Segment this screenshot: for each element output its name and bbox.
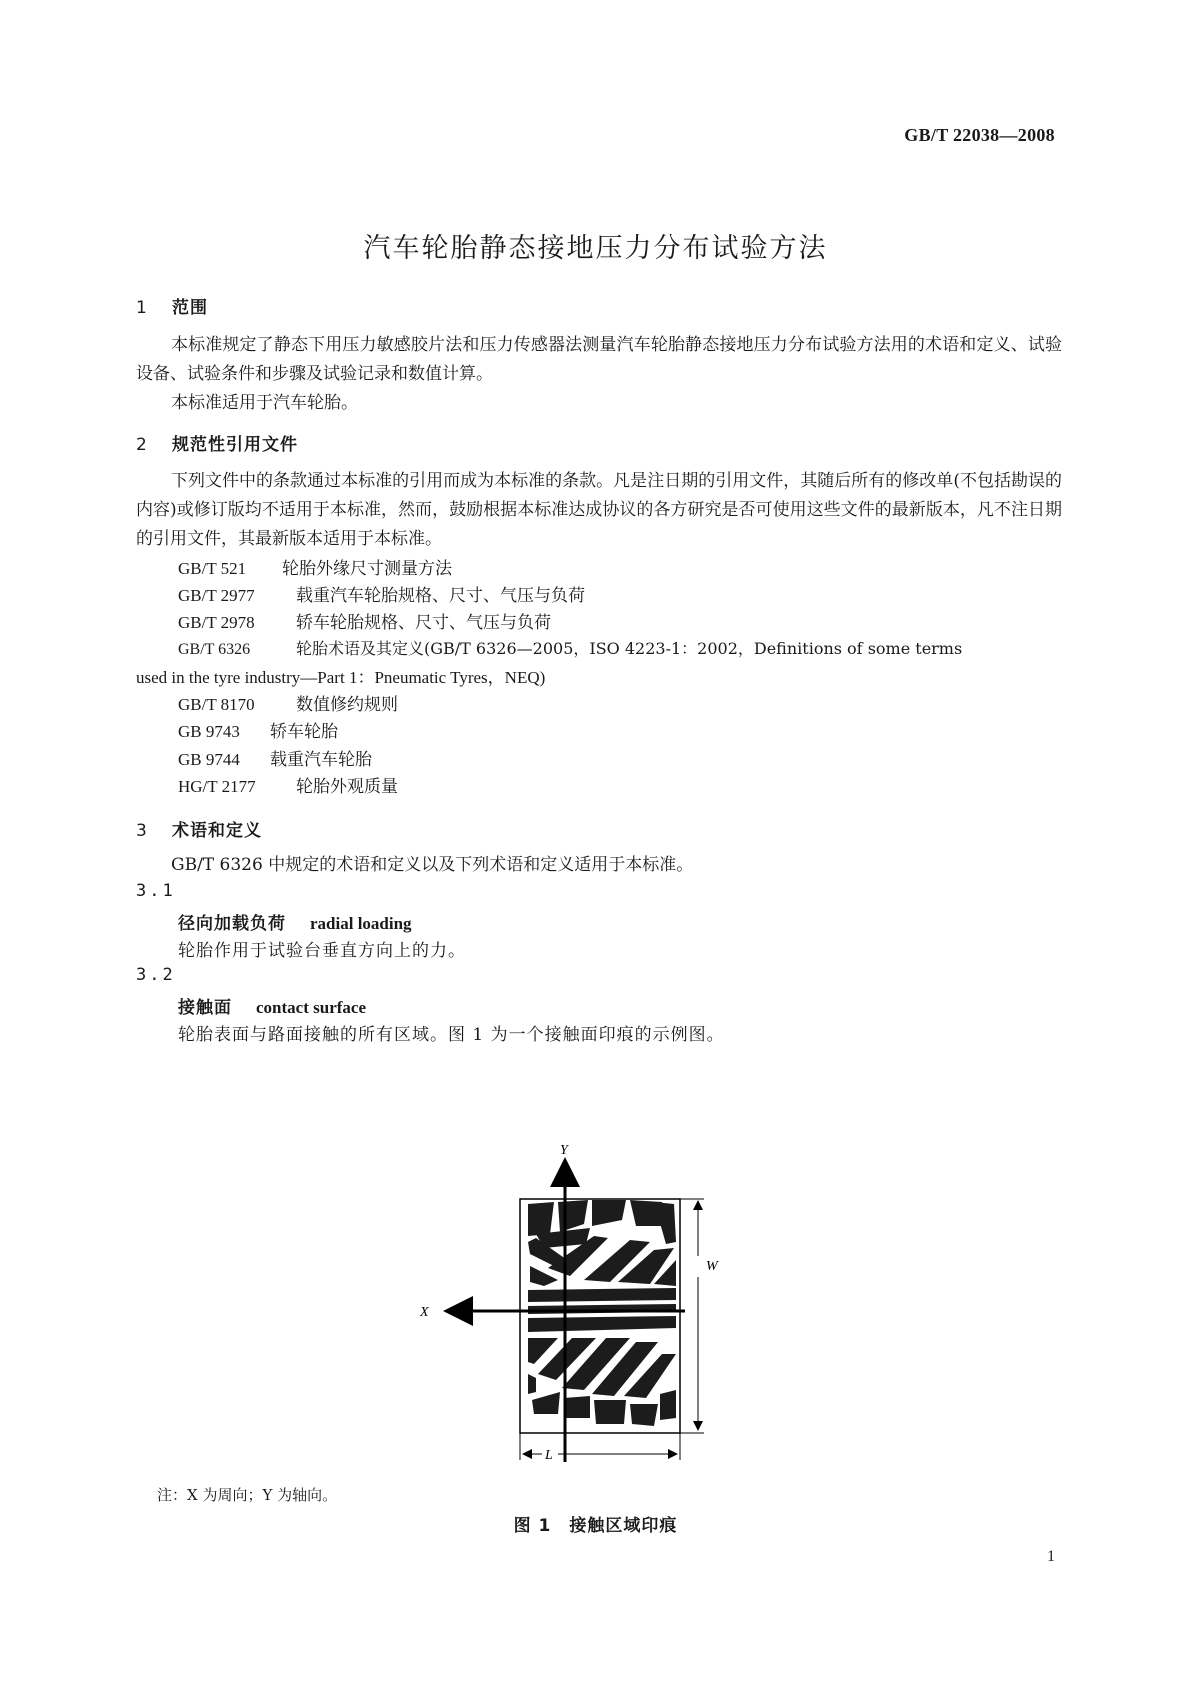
reference-code: GB/T 521 [178, 559, 247, 578]
section-2-heading [136, 430, 298, 455]
term-zh: 径向加载负荷 [178, 914, 286, 934]
reference-name: 载重汽车轮胎 [270, 750, 372, 770]
section-title: 范围 [172, 298, 208, 318]
reference-code: GB 9744 [178, 750, 240, 769]
term-en: contact surface [256, 998, 366, 1017]
reference-code: GB/T 2978 [178, 613, 255, 632]
reference-name: 载重汽车轮胎规格、尺寸、气压与负荷 [296, 586, 585, 606]
term-zh: 接触面 [178, 998, 232, 1018]
figure-caption: 图 1 接触区域印痕 [513, 1516, 678, 1536]
section-3-heading [136, 816, 262, 841]
reference-name: 轮胎外观质量 [296, 777, 398, 797]
section-number: 1 [136, 298, 148, 318]
reference-code: GB 9743 [178, 722, 240, 741]
reference-name: 轮胎外缘尺寸测量方法 [282, 559, 452, 579]
section-1-heading [136, 293, 208, 318]
section-title: 术语和定义 [172, 821, 262, 841]
reference-code: GB/T 8170 [178, 695, 255, 714]
reference-item [178, 690, 398, 715]
section-number: 3 [136, 821, 148, 841]
paragraph: 下列文件中的条款通过本标准的引用而成为本标准的条款。凡是注日期的引用文件，其随后所有的修改单(不包括勘误的内容)或修订版均不适用于本标准，然而，鼓励根据本标准达成协议的各方研究是否可使用这些文件的最新版本，凡不注日期的引用文件，其最新版本适用于本标准。 [136, 471, 1062, 549]
document-title: 汽车轮胎静态接地压力分布试验方法 [363, 233, 828, 264]
paragraph: GB/T 6326 中规定的术语和定义以及下列术语和定义适用于本标准。 [171, 855, 694, 875]
reference-name: 轿车轮胎规格、尺寸、气压与负荷 [296, 613, 551, 633]
tread-pattern-upper [528, 1200, 676, 1286]
section-number: 2 [136, 435, 148, 455]
reference-item [178, 717, 338, 742]
term-number: 3.1 [136, 881, 176, 901]
term-en: radial loading [310, 914, 412, 933]
y-axis-label: Y [560, 1143, 568, 1158]
reference-item [178, 745, 372, 770]
term-heading [178, 993, 366, 1018]
reference-item [178, 772, 398, 797]
reference-code: GB/T 2977 [178, 586, 255, 605]
tread-pattern-lower [528, 1338, 676, 1426]
reference-item [178, 608, 551, 633]
paragraph: 本标准适用于汽车轮胎。 [171, 393, 358, 413]
reference-name: 数值修约规则 [296, 695, 398, 715]
reference-item [178, 554, 452, 579]
paragraph: 本标准规定了静态下用压力敏感胶片法和压力传感器法测量汽车轮胎静态接地压力分布试验方法用的术语和定义、试验设备、试验条件和步骤及试验记录和数值计算。 [136, 335, 1062, 384]
term-number: 3.2 [136, 965, 176, 985]
term-heading [178, 909, 412, 934]
reference-item [178, 581, 585, 606]
x-axis-label: X [420, 1305, 429, 1320]
term-definition: 轮胎作用于试验台垂直方向上的力。 [178, 941, 466, 961]
reference-code: HG/T 2177 [178, 777, 256, 796]
reference-continuation: used in the tyre industry—Part 1：Pneumatic Tyres，NEQ) [136, 668, 546, 687]
standard-code: GB/T 22038—2008 [904, 125, 1055, 145]
reference-code: GB/T 6326 [178, 641, 251, 658]
reference-item [178, 636, 962, 659]
reference-name: 轿车轮胎 [270, 722, 338, 742]
figure-contact-imprint [420, 1142, 740, 1474]
l-dimension-label: L [545, 1448, 553, 1463]
w-dimension-label: W [706, 1259, 718, 1274]
reference-name: 轮胎术语及其定义(GB/T 6326—2005，ISO 4223-1：2002，Definitions of some terms [296, 639, 963, 658]
page-number: 1 [1047, 1548, 1055, 1565]
section-title: 规范性引用文件 [172, 435, 298, 455]
term-definition: 轮胎表面与路面接触的所有区域。图 1 为一个接触面印痕的示例图。 [178, 1025, 725, 1045]
figure-note: 注：X 为周向；Y 为轴向。 [157, 1486, 338, 1504]
